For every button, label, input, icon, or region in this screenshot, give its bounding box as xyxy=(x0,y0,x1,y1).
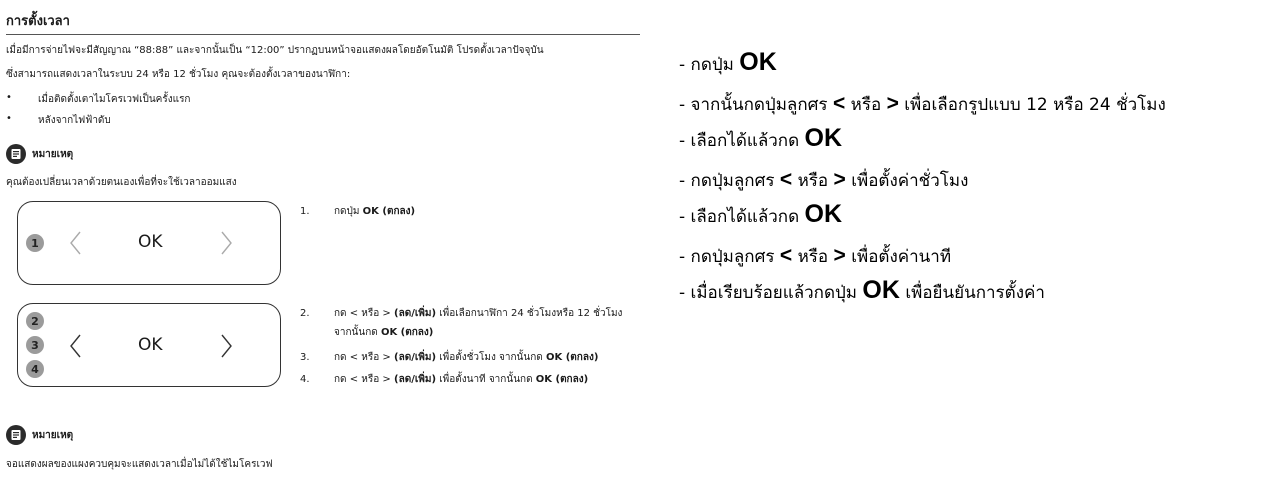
note-icon xyxy=(6,144,26,164)
intro-paragraph-2: ซึ่งสามารถแสดงเวลาในระบบ 24 หรือ 12 ชั่วโมง คุณจะต้องตั้งเวลาของนาฬิกา: xyxy=(6,69,351,80)
ok-key: OK xyxy=(804,200,843,228)
chevron-left-icon xyxy=(68,333,84,359)
note-text-2: จอแสดงผลของแผงควบคุมจะแสดงเวลาเมื่อไม่ได้ใช้ไมโครเวฟ xyxy=(6,459,273,470)
note-heading-2 xyxy=(6,425,73,445)
right-arrow-key: > xyxy=(833,244,846,267)
chevron-right-icon xyxy=(218,230,234,256)
bullet-item: เมื่อติดตั้งเตาไมโครเวฟเป็นครั้งแรก xyxy=(38,94,191,105)
summary-line-3: - เลือกได้แล้วกด OK xyxy=(679,124,843,152)
step-number: 1. xyxy=(300,206,310,217)
ok-label: OK xyxy=(138,335,163,355)
right-arrow-key: > xyxy=(833,168,846,191)
ok-label: OK xyxy=(138,232,163,252)
step-text: กด < หรือ > (ลด/เพิ่ม) เพื่อเลือกนาฬิกา 24 ชั่วโมงหรือ 12 ชั่วโมง จากนั้นกด OK (ตกลง) xyxy=(334,308,623,338)
control-panel-illustration-2 xyxy=(17,303,281,387)
page-title: การตั้งเวลา xyxy=(6,14,70,29)
ok-key: OK xyxy=(862,276,900,304)
summary-line-4: - กดปุ่มลูกศร < หรือ > เพื่อตั้งค่าชั่วโมง xyxy=(679,168,969,191)
note-label: หมายเหตุ xyxy=(32,148,74,160)
summary-line-7: - เมื่อเรียบร้อยแล้วกดปุ่ม OK เพื่อยืนยันการตั้งค่า xyxy=(679,276,1045,304)
summary-line-2: - จากนั้นกดปุ่มลูกศร < หรือ > เพื่อเลือกรูปแบบ 12 หรือ 24 ชั่วโมง xyxy=(679,92,1166,115)
control-panel-illustration-1 xyxy=(17,201,281,285)
note-label: หมายเหตุ xyxy=(32,429,74,441)
chevron-right-icon xyxy=(218,333,234,359)
bullet-marker: • xyxy=(6,92,12,103)
step-number: 3. xyxy=(300,352,310,363)
step-badge: 2 xyxy=(26,312,44,330)
note-icon xyxy=(6,425,26,445)
note-heading-1 xyxy=(6,144,73,164)
step-text: กดปุ่ม OK (ตกลง) xyxy=(334,206,416,217)
title-divider xyxy=(6,34,640,35)
right-arrow-key: > xyxy=(886,92,899,115)
ok-key: OK xyxy=(804,124,843,152)
left-arrow-key: < xyxy=(779,244,793,267)
left-arrow-key: < xyxy=(832,92,846,115)
chevron-left-icon xyxy=(68,230,84,256)
step-text: กด < หรือ > (ลด/เพิ่ม) เพื่อตั้งนาที จากนั้นกด OK (ตกลง) xyxy=(334,374,589,385)
step-number: 4. xyxy=(300,374,310,385)
summary-line-1: - กดปุ่ม OK xyxy=(679,48,777,76)
step-badge: 4 xyxy=(26,360,44,378)
step-badge: 3 xyxy=(26,336,44,354)
intro-paragraph-1: เมื่อมีการจ่ายไฟจะมีสัญญาณ “88:88” และจากนั้นเป็น “12:00” ปรากฏบนหน้าจอแสดงผลโดยอัตโนมัติ โปรดตั้งเวลาปัจจุบัน xyxy=(6,45,544,56)
step-number: 2. xyxy=(300,308,310,319)
ok-key: OK xyxy=(739,48,777,76)
summary-line-6: - กดปุ่มลูกศร < หรือ > เพื่อตั้งค่านาที xyxy=(679,244,952,267)
summary-line-5: - เลือกได้แล้วกด OK xyxy=(679,200,843,228)
left-arrow-key: < xyxy=(779,168,793,191)
bullet-marker: • xyxy=(6,113,12,124)
step-text: กด < หรือ > (ลด/เพิ่ม) เพื่อตั้งชั่วโมง จากนั้นกด OK (ตกลง) xyxy=(334,352,599,363)
bullet-item: หลังจากไฟฟ้าดับ xyxy=(38,115,111,126)
note-text-1: คุณต้องเปลี่ยนเวลาด้วยตนเองเพื่อที่จะใช้เวลาออมแสง xyxy=(6,177,237,188)
step-badge: 1 xyxy=(26,234,44,252)
